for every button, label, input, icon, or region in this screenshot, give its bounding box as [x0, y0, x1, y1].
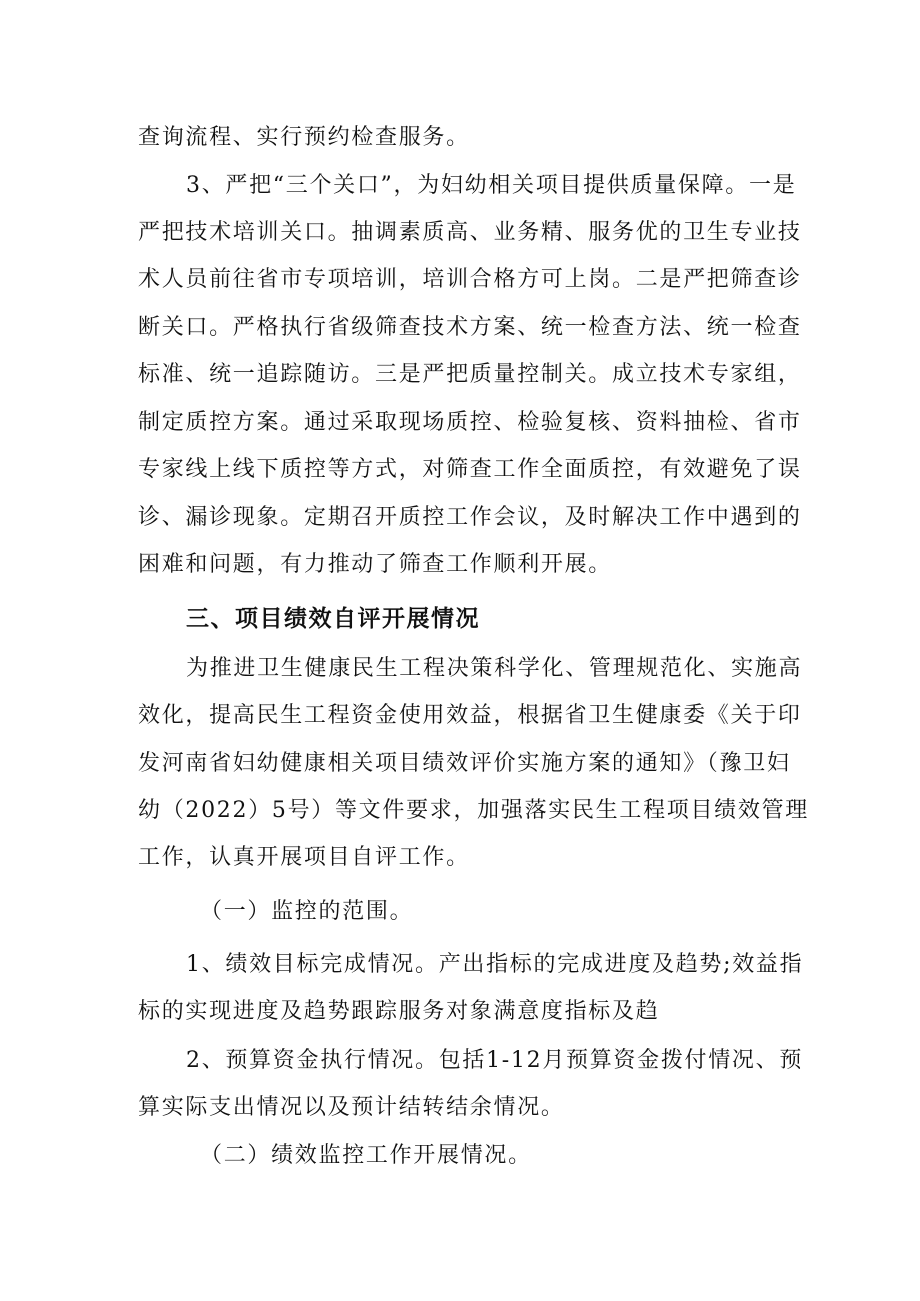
paragraph-line: 效化，提高民生工程资金使用效益，根据省卫生健康委《关于印 — [138, 703, 802, 728]
paragraph-line: 标准、统一追踪随访。三是严把质量控制关。成立技术专家组， — [138, 362, 802, 387]
paragraph-line: 严把技术培训关口。抽调素质高、业务精、服务优的卫生专业技 — [138, 220, 802, 245]
paragraph-line: 3、严把“三个关口”，为妇幼相关项目提供质量保障。一是 — [186, 173, 797, 198]
paragraph-line: 制定质控方案。通过采取现场质控、检验复核、资料抽检、省市 — [138, 410, 802, 435]
section-heading: 三、项目绩效自评开展情况 — [186, 606, 480, 632]
paragraph-line: 标的实现进度及趋势跟踪服务对象满意度指标及趋 — [138, 999, 660, 1024]
paragraph-line: 发河南省妇幼健康相关项目绩效评价实施方案的通知》（豫卫妇 — [138, 751, 791, 776]
paragraph-line: 幼（2022）5号）等文件要求，加强落实民生工程项目绩效管理 — [138, 798, 809, 823]
paragraph-line: 诊、漏诊现象。定期召开质控工作会议，及时解决工作中遇到的 — [138, 505, 802, 530]
paragraph-line: 困难和问题，有力推动了筛查工作顺利开展。 — [138, 552, 613, 577]
paragraph-line: 1、绩效目标完成情况。产出指标的完成进度及趋势;效益指 — [186, 952, 804, 977]
paragraph-line: 工作，认真开展项目自评工作。 — [138, 845, 470, 870]
paragraph-line: 为推进卫生健康民生工程决策科学化、管理规范化、实施高 — [186, 656, 803, 681]
paragraph-line: 算实际支出情况以及预计结转结余情况。 — [138, 1095, 565, 1120]
paragraph-line: 查询流程、实行预约检查服务。 — [138, 125, 470, 150]
paragraph-line: 断关口。严格执行省级筛查技术方案、统一检查方法、统一检查 — [138, 315, 802, 340]
paragraph-line: 2、预算资金执行情况。包括1-12月预算资金拨付情况、预 — [186, 1048, 804, 1073]
subsection-heading: （一）监控的范围。 — [200, 899, 414, 924]
paragraph-line: 专家线上线下质控等方式，对筛查工作全面质控，有效避免了误 — [138, 457, 802, 482]
subsection-heading: （二）绩效监控工作开展情况。 — [200, 1143, 532, 1168]
paragraph-line: 术人员前往省市专项培训，培训合格方可上岗。二是严把筛查诊 — [138, 267, 802, 292]
